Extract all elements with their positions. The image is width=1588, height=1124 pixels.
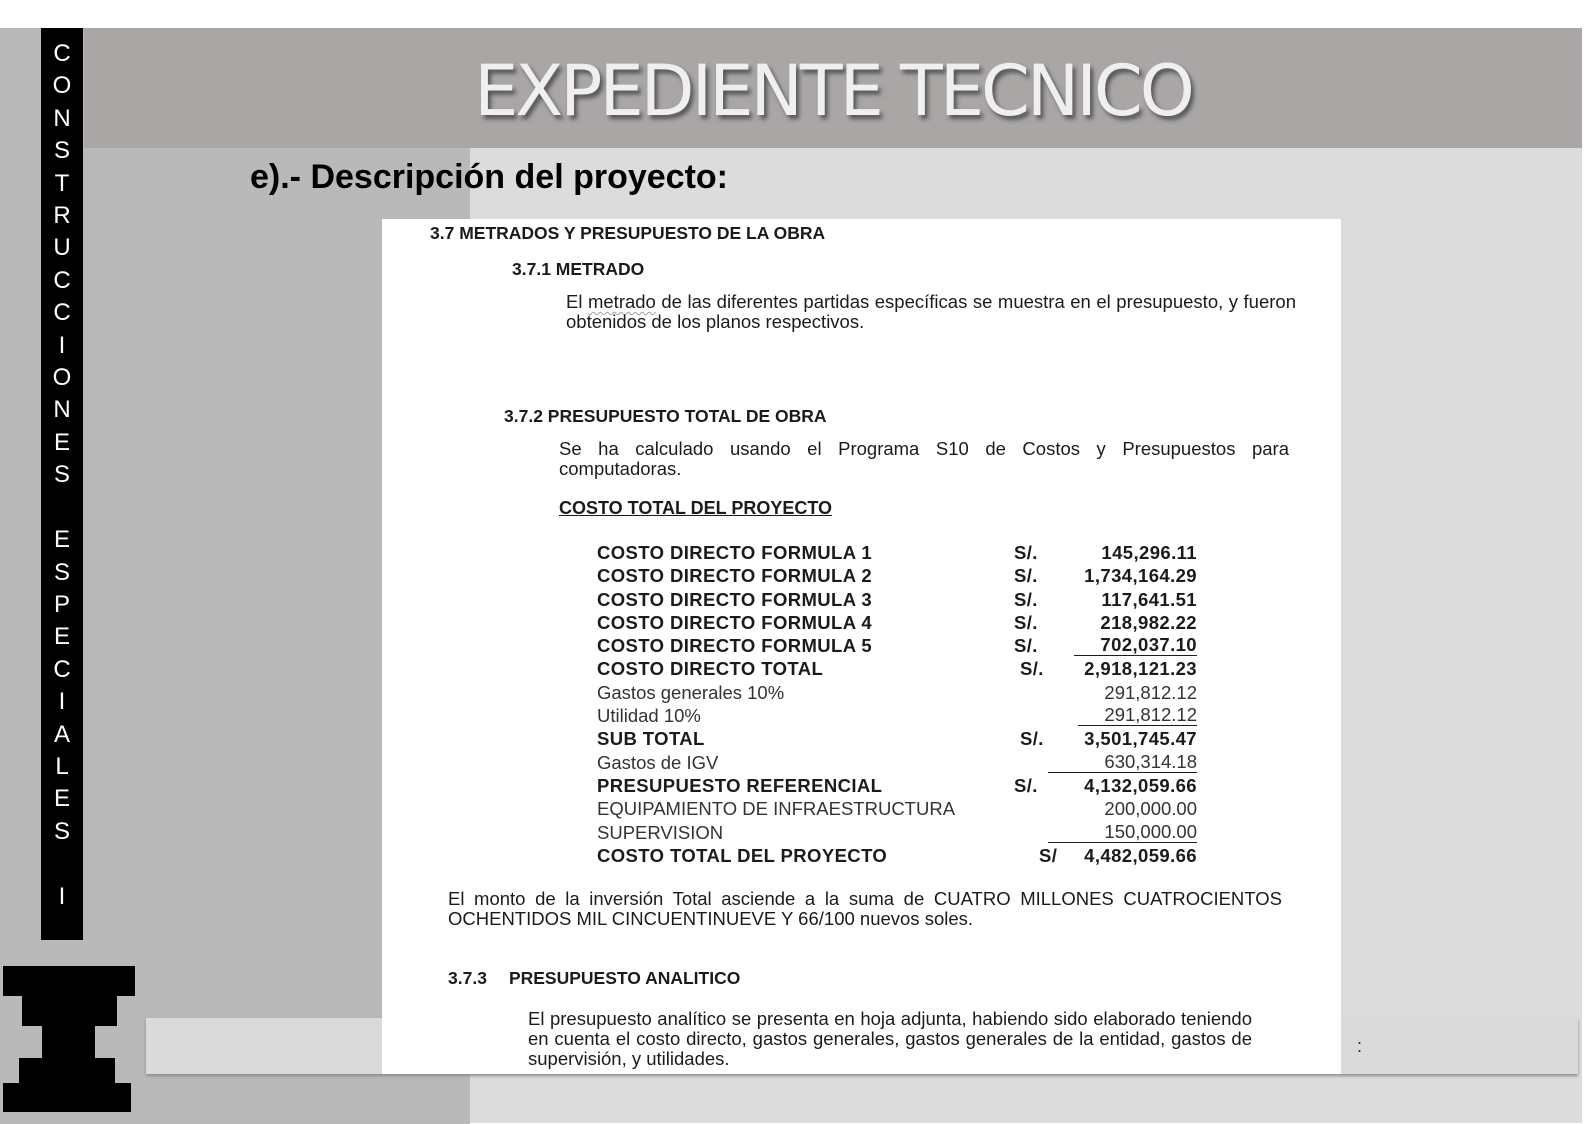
- row-label: Gastos de IGV: [597, 751, 719, 773]
- analitico-paragraph: El presupuesto analítico se presenta en hoja adjunta, habiendo sido elaborado teniendo en cuenta el costo directo, gastos generales, gastos generales de la entidad, gastos de supervisión, y utilidades.: [528, 1008, 1252, 1069]
- row-currency: S/: [1039, 844, 1058, 866]
- document-page: [382, 219, 1341, 1074]
- heading-metrados-presupuesto: 3.7 METRADOS Y PRESUPUESTO DE LA OBRA: [430, 223, 826, 243]
- table-row: [597, 564, 1197, 587]
- section-heading: e).- Descripción del proyecto:: [250, 158, 728, 196]
- heading-presupuesto-total: 3.7.2 PRESUPUESTO TOTAL DE OBRA: [504, 406, 827, 426]
- row-label: COSTO DIRECTO FORMULA 3: [597, 588, 873, 610]
- table-row: [597, 774, 1197, 797]
- row-amount: 200,000.00: [1104, 798, 1197, 820]
- row-currency: S/.: [1014, 611, 1038, 633]
- row-label: COSTO DIRECTO TOTAL: [597, 658, 824, 680]
- table-row: [597, 681, 1197, 704]
- row-amount: 630,314.18: [1048, 751, 1197, 773]
- row-amount: 3,501,745.47: [1084, 728, 1197, 750]
- row-label: COSTO DIRECTO FORMULA 1: [597, 542, 873, 563]
- cost-table: [597, 541, 1197, 867]
- row-currency: S/.: [1020, 728, 1044, 750]
- heading-analitico-number: 3.7.3: [448, 968, 487, 988]
- row-amount: 291,812.12: [1078, 704, 1197, 726]
- row-currency: S/.: [1014, 542, 1038, 563]
- row-label: COSTO DIRECTO FORMULA 2: [597, 565, 873, 587]
- side-banner-text: C O N S T R U C C I O N E S E S P E C I A L E S I: [52, 40, 72, 910]
- heading-metrado: 3.7.1 METRADO: [512, 259, 645, 279]
- row-amount: 2,918,121.23: [1084, 658, 1197, 680]
- row-currency: S/.: [1014, 565, 1038, 587]
- table-row: [597, 588, 1197, 611]
- company-logo-icon: [3, 966, 135, 1112]
- row-label: SUB TOTAL: [597, 728, 705, 750]
- table-row: [597, 727, 1197, 750]
- row-amount: 4,482,059.66: [1084, 844, 1197, 866]
- metrado-pre: El: [566, 291, 588, 312]
- row-amount: 117,641.51: [1101, 588, 1197, 610]
- row-label: COSTO DIRECTO FORMULA 4: [597, 611, 873, 633]
- row-currency: S/.: [1014, 588, 1038, 610]
- table-row: [597, 611, 1197, 634]
- costo-total-heading: COSTO TOTAL DEL PROYECTO: [559, 498, 833, 518]
- page-title: EXPEDIENTE TECNICO: [474, 50, 1192, 132]
- metrado-post: de las diferentes partidas específicas se muestra en el presupuesto, y fueron obtenidos de los planos respectivos.: [566, 291, 1296, 332]
- table-row: [597, 797, 1197, 820]
- table-row: [597, 541, 1197, 564]
- monto-paragraph: El monto de la inversión Total asciende a la suma de CUATRO MILLONES CUATROCIENTOS OCHENTIDOS MIL CINCUENTINUEVE Y 66/100 nuevos soles.: [448, 888, 1282, 929]
- row-currency: S/.: [1014, 774, 1038, 796]
- row-amount: 145,296.11: [1101, 542, 1197, 563]
- table-row: [597, 704, 1197, 727]
- row-currency: S/.: [1020, 658, 1044, 680]
- row-label: EQUIPAMIENTO DE INFRAESTRUCTURA: [597, 798, 956, 820]
- table-row: [597, 844, 1197, 867]
- footer-colon: :: [1357, 1036, 1363, 1056]
- side-banner: [41, 28, 83, 940]
- row-amount: 1,734,164.29: [1084, 565, 1197, 587]
- row-label: Utilidad 10%: [597, 705, 701, 727]
- row-amount: 4,132,059.66: [1084, 774, 1197, 796]
- row-amount: 291,812.12: [1104, 681, 1197, 703]
- table-row: [597, 634, 1197, 657]
- table-row: [597, 657, 1197, 680]
- metrado-paragraph: [566, 292, 1296, 332]
- s10-paragraph: Se ha calculado usando el Programa S10 de Costos y Presupuestos para computadoras.: [559, 438, 1289, 479]
- row-label: Gastos generales 10%: [597, 681, 785, 703]
- row-currency: S/.: [1014, 635, 1038, 657]
- row-amount: 150,000.00: [1048, 821, 1197, 843]
- heading-analitico-text: PRESUPUESTO ANALITICO: [508, 968, 741, 988]
- row-label: PRESUPUESTO REFERENCIAL: [597, 774, 883, 796]
- table-row: [597, 821, 1197, 844]
- row-label: COSTO TOTAL DEL PROYECTO: [597, 844, 888, 866]
- row-amount: 218,982.22: [1100, 611, 1197, 633]
- row-label: SUPERVISION: [597, 821, 724, 843]
- row-amount: 702,037.10: [1074, 634, 1197, 656]
- table-row: [597, 751, 1197, 774]
- metrado-word: metrado: [587, 291, 656, 312]
- heading-presupuesto-analitico: [448, 968, 740, 989]
- row-label: COSTO DIRECTO FORMULA 5: [597, 635, 873, 657]
